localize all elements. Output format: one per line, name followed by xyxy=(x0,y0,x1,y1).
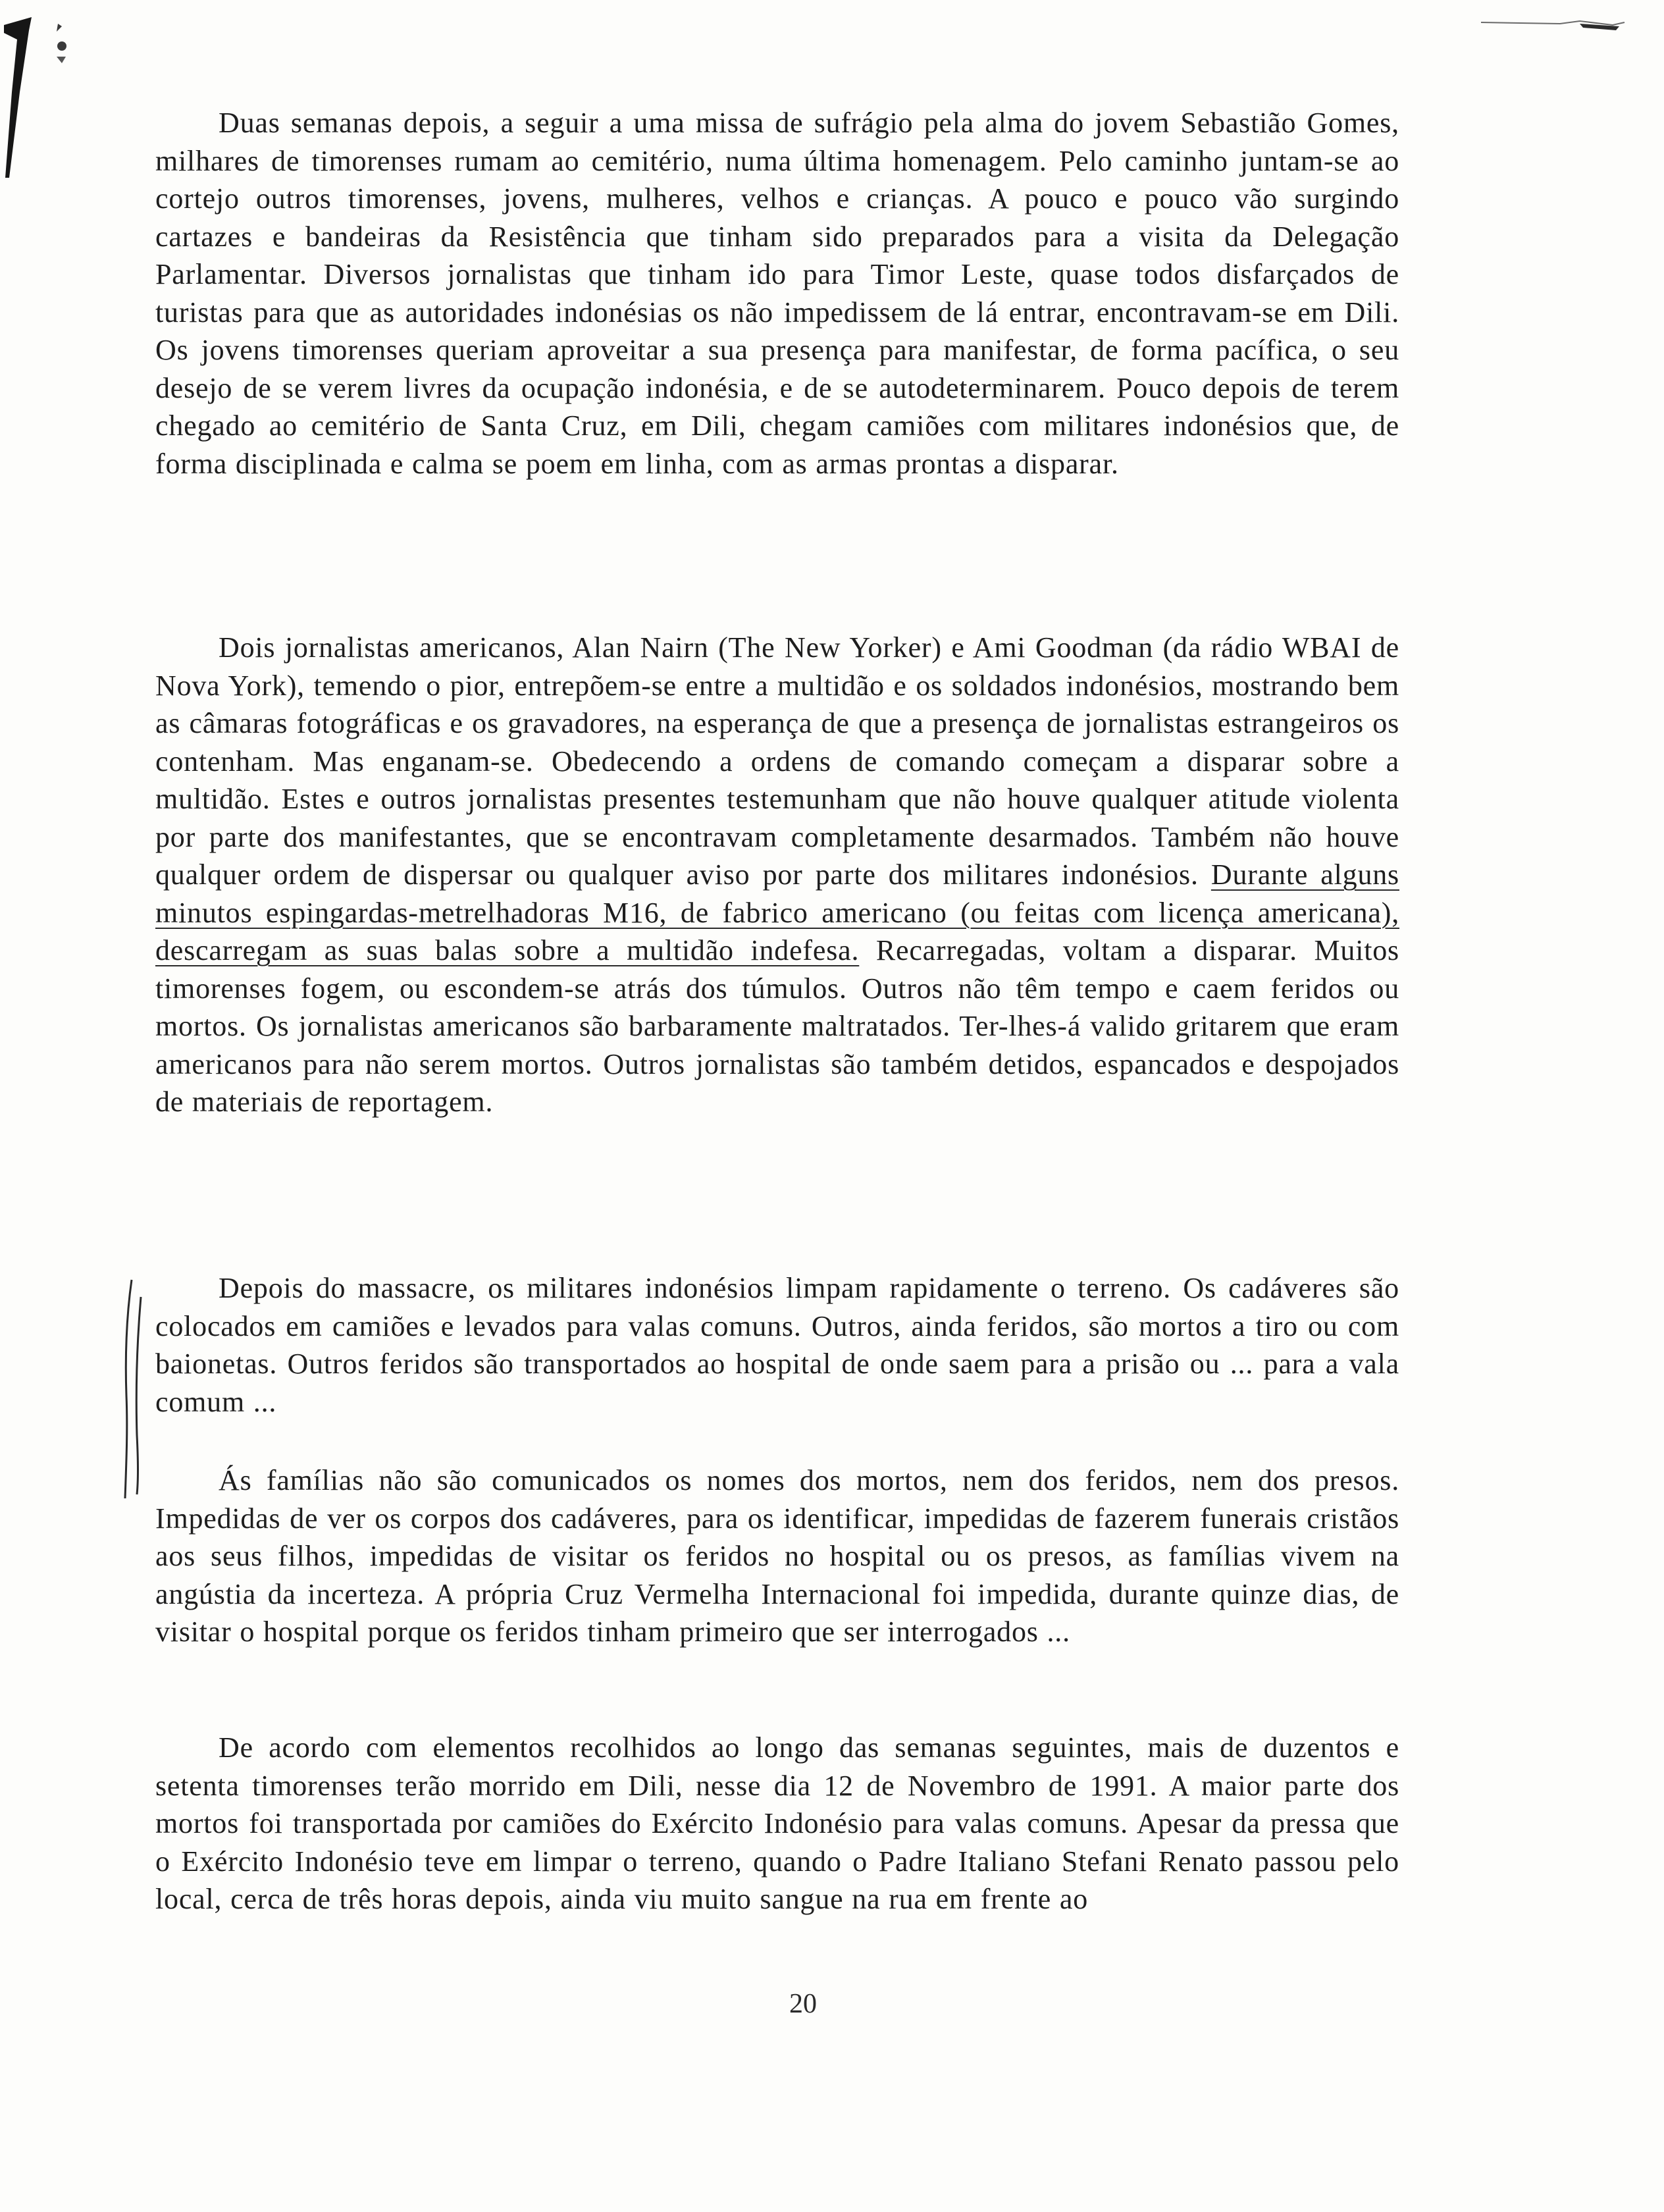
paragraph-5 xyxy=(155,1729,1399,1918)
paragraph-2-text-after: Recarregadas, voltam a disparar. Muitos timorenses fogem, ou escondem-se atrás dos túmulos. Outros não têm tempo e caem feridos ou mortos. Os jornalistas americanos são barbaramente maltratados. Ter-lhes-á valido gritarem que eram americanos para não serem mortos. Outros jornalistas são também detidos, espancados e despojados de materiais de reportagem. xyxy=(155,934,1399,1118)
scan-streak-mark xyxy=(1481,16,1626,36)
paragraph-3-text: Depois do massacre, os militares indonésios limpam rapidamente o terreno. Os cadáveres são colocados em camiões e levados para valas comuns. Outros, ainda feridos, são mortos a tiro ou com baionetas. Outros feridos são transportados ao hospital de onde saem para a prisão ou ... para a vala comum ... xyxy=(155,1272,1399,1418)
scan-edge-mark xyxy=(0,13,39,184)
page-number: 20 xyxy=(789,1989,817,2019)
paragraph-4-text: Ás famílias não são comunicados os nomes dos mortos, nem dos feridos, nem dos presos. Impedidas de ver os corpos dos cadáveres, para os identificar, impedidas de fazerem funerais cristãos aos seus filhos, impedidas de visitar os feridos no hospital ou os presos, as famílias vivem na angústia da incerteza. A própria Cruz Vermelha Internacional foi impedida, durante quinze dias, de visitar o hospital porque os feridos tinham primeiro que ser interrogados ... xyxy=(155,1464,1399,1648)
paragraph-2-underlined-text: Durante alguns minutos espingardas-metrelhadoras M16, de fabrico americano (ou feitas com licença americana), descarregam as suas balas sobre a multidão indefesa. xyxy=(155,858,1399,966)
margin-bracket-mark xyxy=(112,1277,151,1501)
paragraph-2 xyxy=(155,629,1399,1121)
paragraph-1-text: Duas semanas depois, a seguir a uma missa de sufrágio pela alma do jovem Sebastião Gomes, milhares de timorenses rumam ao cemitério, numa última homenagem. Pelo caminho juntam-se ao cortejo outros timorenses, jovens, mulheres, velhos e crianças. A pouco e pouco vão surgindo cartazes e bandeiras da Resistência que tinham sido preparados para a visita da Delegação Parlamentar. Diversos jornalistas que tinham ido para Timor Leste, quase todos disfarçados de turistas para que as autoridades indonésias os não impedissem de lá entrar, encontravam-se em Dili. Os jovens timorenses queriam aproveitar a sua presença para manifestar, de forma pacífica, o seu desejo de se verem livres da ocupação indonésia, e de se autodeterminarem. Pouco depois de terem chegado ao cemitério de Santa Cruz, em Dili, chegam camiões com militares indonésios que, de forma disciplinada e calma se poem em linha, com as armas prontas a disparar. xyxy=(155,107,1399,480)
scan-speck-mark xyxy=(49,20,72,66)
paragraph-3 xyxy=(155,1269,1399,1421)
paragraph-1 xyxy=(155,104,1399,483)
paragraph-2-text-before: Dois jornalistas americanos, Alan Nairn (The New Yorker) e Ami Goodman (da rádio WBAI de Nova York), temendo o pior, entrepõem-se entre a multidão e os soldados indonésios, mostrando bem as câmaras fotográficas e os gravadores, na esperança de que a presença de jornalistas estrangeiros os contenham. Mas enganam-se. Obedecendo a ordens de comando começam a disparar sobre a multidão. Estes e outros jornalistas presentes testemunham que não houve qualquer atitude violenta por parte dos manifestantes, que se encontravam completamente desarmados. Também não houve qualquer ordem de dispersar ou qualquer aviso por parte dos militares indonésios. xyxy=(155,631,1399,891)
paragraph-4 xyxy=(155,1462,1399,1651)
paragraph-5-text: De acordo com elementos recolhidos ao longo das semanas seguintes, mais de duzentos e setenta timorenses terão morrido em Dili, nesse dia 12 de Novembro de 1991. A maior parte dos mortos foi transportada por camiões do Exército Indonésio para valas comuns. Apesar da pressa que o Exército Indonésio teve em limpar o terreno, quando o Padre Italiano Stefani Renato passou pelo local, cerca de três horas depois, ainda viu muito sangue na rua em frente ao xyxy=(155,1731,1399,1915)
